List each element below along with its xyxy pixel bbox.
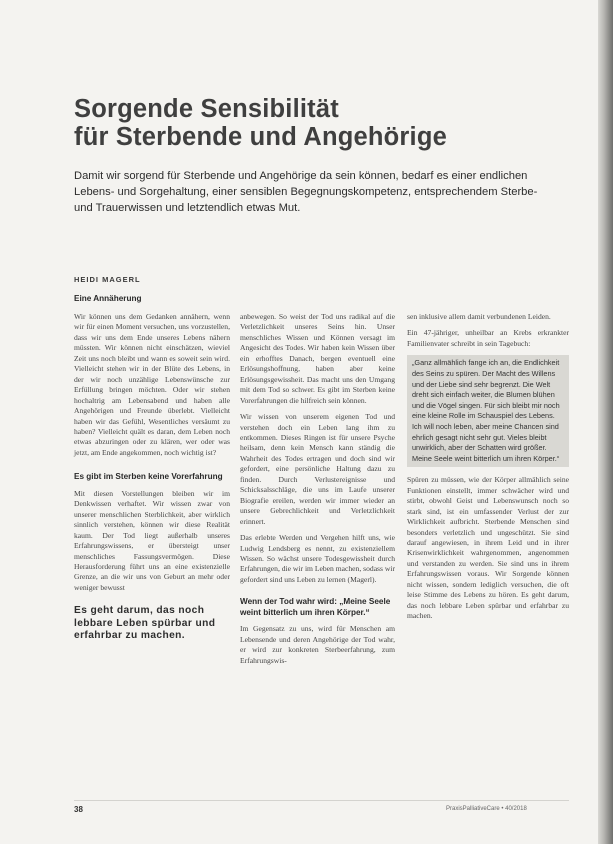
page-number: 38 <box>74 805 83 814</box>
footer-divider <box>74 800 569 801</box>
title-line-2: für Sterbende und Angehörige <box>74 123 447 151</box>
paragraph: anbewegen. So weist der Tod uns radikal auf die Verletzlichkeit unseres Seins hin. Unser menschliches Wissen und Können versagt im Angesicht des Todes. Wir haben kein Wissen über ein erhofftes Danach, bergen eventuell eine Erlösungshoffnung, haben aber keine Erlösungsgewissheit. Das macht uns den Umgang mit dem Tod so schwer. Es gibt im Sterben keine Vorerfahrungen die hilfreich sein können. <box>240 312 395 405</box>
author-name: HEIDI MAGERL <box>74 275 141 284</box>
paragraph: Wir wissen von unserem eigenen Tod und verstehen doch ein Leben lang ihm zu entkommen. Dieses Ringen ist für unsere Psyche heilsam, denn kein Mensch kann ständig die Wahrheit des Todes ertragen und doch sind wir gefordert, eine persönliche Haltung dazu zu finden. Durch Verlustereignisse und Schicksalsschläge, die uns im Laufe unserer Biografie ereilen, werden wir immer wieder an unsere Gebrechlichkeit und Verletzlichkeit erinnert. <box>240 412 395 526</box>
column-3 <box>407 312 569 628</box>
column-1 <box>74 312 230 643</box>
title-line-1: Sorgende Sensibilität <box>74 95 339 123</box>
section-heading-no-prior-experience: Es gibt im Sterben keine Vorerfahrung <box>74 472 223 482</box>
section-heading-approach: Eine Annäherung <box>74 294 142 303</box>
paragraph: Spüren zu müssen, wie der Körper allmählich seine Funktionen einstellt, immer schwächer wird und stirbt, obwohl Geist und Lebenswunsch noch so stark sind, ist ein umfassender Verlust der zur Wirklichkeit aufbricht. Sterbende Menschen sind besonders verletzlich und ungeschützt. Sie sind darauf angewiesen, in ihrem Leid und in ihrer Krisenwirklichkeit wahrgenommen, angenommen und verstanden zu werden. Sie sind uns in ihrem Erfahrungswissen voraus. Wir Sorgende können nicht wissen, sondern lediglich versuchen, die oft leise Stimme des Lebens zu hören. Es geht darum, das noch lebbare Leben spürbar und erfahrbar zu machen. <box>407 475 569 621</box>
article-title <box>74 95 544 151</box>
publication-footer: PraxisPalliativeCare • 40/2018 <box>446 806 527 812</box>
paragraph: Ein 47-jähriger, unheilbar an Krebs erkrankter Familienvater schreibt in sein Tagebuch: <box>407 328 569 348</box>
pull-quote: Es geht darum, das noch lebbare Leben spürbar und erfahrbar zu machen. <box>74 605 216 642</box>
paragraph: Das erlebte Werden und Vergehen hilft uns, wie Ludwig Lendsberg es nennt, zu existenziellem Wissen. So wächst unsere Todesgewissheit durch Erfahrungen, die wir im Leben machen, sodass wir gefordert sind uns Leben zu lernen (Magerl). <box>240 533 395 584</box>
paragraph: Mit diesen Vorstellungen bleiben wir im Denkwissen verhaftet. Wir wissen zwar von unserer menschlichen Sterblichkeit, aber wirklich sinnlich verstehen, können wir diese Realität kaum. Der Tod liegt außerhalb unseres Erfahrungswissens, er übersteigt unser menschliches Fassungsvermögen. Diese Herausforderung führt uns an eine existenzielle Grenze, an die wir uns von Geburt an mehr oder weniger bewusst <box>74 488 230 592</box>
paragraph: Wir können uns dem Gedanken annähern, wenn wir für einen Moment versuchen, uns vorzustellen, dass wir uns dem Ende unseres Lebens nähern müssten. Wir können nicht einschätzen, wieviel Zeit uns noch bleibt und wann es soweit sein wird. Vielleicht stehen wir in der Blüte des Lebens, in der wir noch unzählige Lebenswünsche zur Erfüllung bringen möchten. Oder wir stehen hochaltrig am Lebensabend und haben alle Angehörigen und Freunde überlebt. Vielleicht haben wir das Gefühl, Wesentliches versäumt zu haben? Vielleicht quält es daran, dem Leben noch etwas abzuringen oder zu klären, wer oder was jetzt, am Ende angekommen, noch wichtig ist? <box>74 312 230 457</box>
paragraph: Im Gegensatz zu uns, wird für Menschen am Lebensende und deren Angehörige der Tod wahr, er wird zur konkreten Sterbeerfahrung, zum Erfahrungswis- <box>240 624 395 665</box>
paragraph: sen inklusive allem damit verbundenen Leiden. <box>407 312 551 321</box>
diary-quote-box: „Ganz allmählich fange ich an, die Endlichkeit des Seins zu spüren. Der Macht des Willens und der Liebe sind sehr begrenzt. Die Welt dreht sich einfach weiter, die Blumen blühen und die Vögel singen. Für sich bleibt mir noch eine kleine Rolle im Schauspiel des Lebens. Ich will noch leben, aber meine Chancen sind ehrlich gesagt nicht sehr gut. Vieles bleibt unwirklich, aber der Schatten wird größer. Meine Seele weint bitterlich um ihren Körper.“ <box>407 355 569 467</box>
section-heading-death-becomes-real: Wenn der Tod wahr wird: „Meine Seele weint bitterlich um ihren Körper.“ <box>240 597 391 617</box>
page-edge-shadow <box>598 0 613 844</box>
article-lead: Damit wir sorgend für Sterbende und Angehörige da sein können, bedarf es einer endlichen Lebens- und Sorgehaltung, einer sensiblen Begegnungskompetenz, entsprechendem Sterbe- und Trauerwissen und letztendlich etwas Mut. <box>74 170 538 214</box>
column-2 <box>240 312 395 672</box>
